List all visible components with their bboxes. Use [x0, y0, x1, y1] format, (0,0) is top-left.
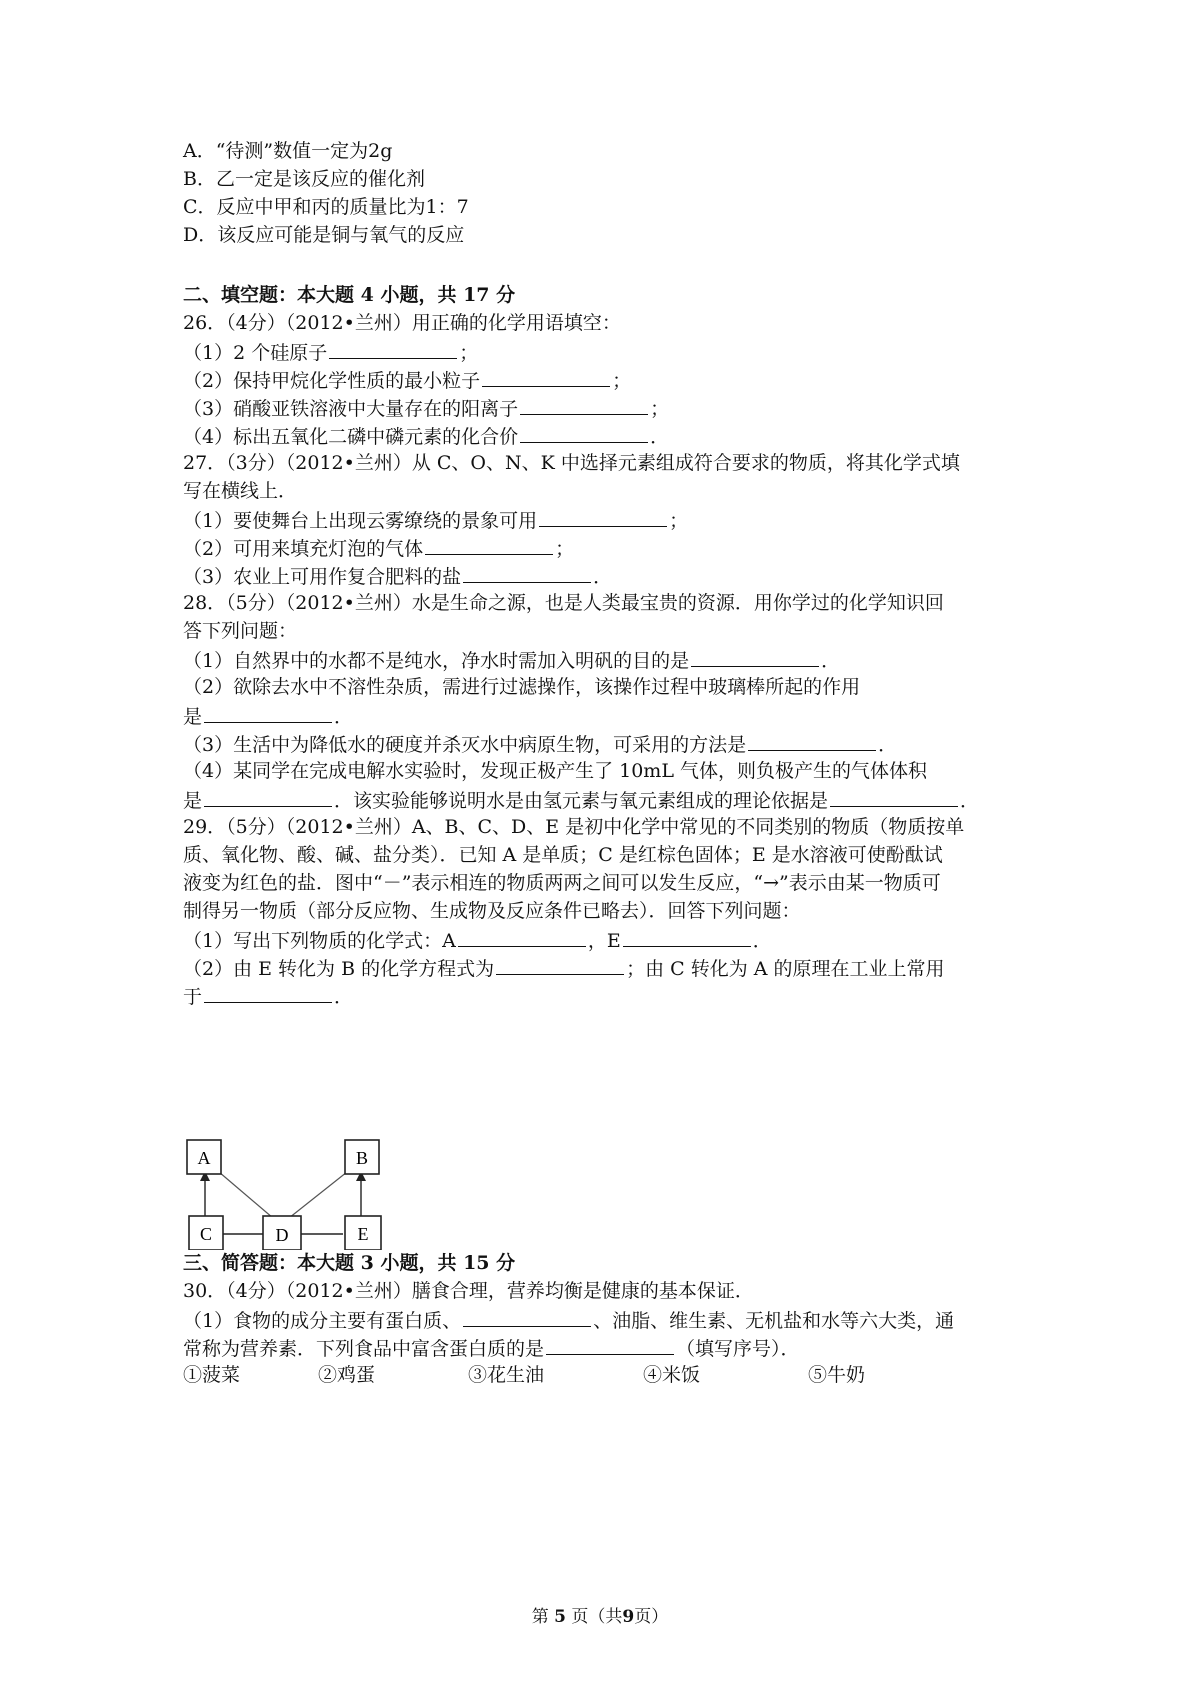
q26-part-3 [183, 394, 669, 420]
q26-1-end: ； [459, 342, 479, 364]
q30-option-3: ③花生油 [468, 1364, 545, 1386]
label-d: D [275, 1225, 289, 1245]
q30-options [183, 1362, 865, 1388]
q28-2-text: 是 [183, 706, 203, 728]
q29-2-mid: ；由 C 转化为 A 的原理在工业上常用 [626, 958, 945, 980]
q29-part-2a [183, 954, 945, 980]
q29-2-text: （2）由 E 转化为 B 的化学方程式为 [183, 958, 495, 980]
answer-blank [329, 338, 457, 359]
q30-1a-text: （1）食物的成分主要有蛋白质、 [183, 1310, 462, 1332]
q26-4-end: ． [650, 426, 670, 448]
q28-3-text: （3）生活中为降低水的硬度并杀灭水中病原生物，可采用的方法是 [183, 734, 747, 756]
q30-part-1b [183, 1334, 800, 1360]
reaction-diagram [183, 1138, 383, 1250]
footer-total-pages: 9 [622, 1607, 635, 1627]
footer-page-number: 5 [554, 1607, 566, 1627]
q27-part-3 [183, 562, 612, 588]
option-b: B．乙一定是该反应的催化剂 [183, 168, 425, 190]
footer-pre: 第 [531, 1607, 549, 1627]
answer-blank [623, 926, 751, 947]
q28-part-2b [183, 702, 353, 728]
q29-stem-3: 液变为红色的盐．图中“－”表示相连的物质两两之间可以发生反应，“→”表示由某一物质可 [183, 872, 941, 894]
answer-blank [496, 954, 624, 975]
q30-option-4: ④米饭 [643, 1364, 701, 1386]
q26-stem: 26．（4分）（2012•兰州）用正确的化学用语填空： [183, 312, 621, 334]
q28-part-3 [183, 730, 897, 756]
q27-1-text: （1）要使舞台上出现云雾缭绕的景象可用 [183, 510, 538, 532]
q27-1-end: ； [669, 510, 689, 532]
answer-blank [458, 926, 586, 947]
q28-part-4b [183, 786, 979, 812]
label-e: E [357, 1224, 369, 1244]
answer-blank [691, 646, 819, 667]
footer-mid: 页（共 [571, 1607, 623, 1627]
q28-stem-2: 答下列问题： [183, 620, 298, 642]
q30-1b-text: 、油脂、维生素、无机盐和水等六大类，通 [593, 1310, 955, 1332]
q28-part-4a: （4）某同学在完成电解水实验时，发现正极产生了 10mL 气体，则负极产生的气体体积 [183, 760, 927, 782]
q30-1c-text: 常称为营养素．下列食品中富含蛋白质的是 [183, 1338, 545, 1360]
answer-blank [425, 534, 553, 555]
q28-1-text: （1）自然界中的水都不是纯水，净水时需加入明矾的目的是 [183, 650, 690, 672]
answer-blank [539, 506, 667, 527]
q27-2-text: （2）可用来填充灯泡的气体 [183, 538, 424, 560]
option-c: C．反应中甲和丙的质量比为1：7 [183, 196, 469, 218]
q28-4-text: 是 [183, 790, 203, 812]
q27-part-1 [183, 506, 688, 532]
page-footer [0, 1602, 1200, 1627]
option-a: A．“待测”数值一定为2g [183, 140, 393, 162]
link-b-d [289, 1172, 347, 1218]
q29-part-1 [183, 926, 772, 952]
answer-blank [830, 786, 958, 807]
q30-option-1: ①菠菜 [183, 1364, 241, 1386]
q26-4-text: （4）标出五氧化二磷中磷元素的化合价 [183, 426, 519, 448]
q26-part-2 [183, 366, 631, 392]
q27-3-end: ． [593, 566, 613, 588]
q26-part-4 [183, 422, 669, 448]
q29-stem-4: 制得另一物质（部分反应物、生成物及反应条件已略去）．回答下列问题： [183, 900, 801, 922]
q29-1-text: （1）写出下列物质的化学式：A [183, 930, 456, 952]
q28-stem-1: 28．（5分）（2012•兰州）水是生命之源，也是人类最宝贵的资源．用你学过的化学知识回 [183, 592, 944, 614]
q28-part-1 [183, 646, 840, 672]
answer-blank [204, 982, 332, 1003]
answer-blank [482, 366, 610, 387]
q30-part-1a [183, 1306, 954, 1332]
q28-3-end: ． [878, 734, 898, 756]
q30-stem: 30．（4分）（2012•兰州）膳食合理，营养均衡是健康的基本保证． [183, 1280, 754, 1302]
q28-part-2a: （2）欲除去水中不溶性杂质，需进行过滤操作，该操作过程中玻璃棒所起的作用 [183, 676, 861, 698]
q30-1d-text: （填写序号）． [676, 1338, 800, 1360]
q26-3-text: （3）硝酸亚铁溶液中大量存在的阳离子 [183, 398, 519, 420]
answer-blank [463, 562, 591, 583]
option-d: D．该反应可能是铜与氧气的反应 [183, 224, 465, 246]
q27-2-end: ； [555, 538, 575, 560]
answer-blank [463, 1306, 591, 1327]
q29-1-end: ． [752, 930, 772, 952]
section-2-heading: 二、填空题：本大题 4 小题，共 17 分 [183, 284, 516, 306]
q28-1-end: ． [821, 650, 841, 672]
q27-3-text: （3）农业上可用作复合肥料的盐 [183, 566, 462, 588]
q29-part-2b [183, 982, 353, 1008]
answer-blank [204, 702, 332, 723]
q26-2-end: ； [612, 370, 632, 392]
q26-part-1 [183, 338, 478, 364]
q26-3-end: ； [650, 398, 670, 420]
q29-stem-2: 质、氧化物、酸、碱、盐分类）．已知 A 是单质；C 是红棕色固体；E 是水溶液可使酚酞试 [183, 844, 943, 866]
q29-stem-1: 29．（5分）（2012•兰州）A、B、C、D、E 是初中化学中常见的不同类别的物质（物质按单 [183, 816, 965, 838]
answer-blank [204, 786, 332, 807]
q27-stem-2: 写在横线上． [183, 480, 298, 502]
label-c: C [199, 1224, 213, 1244]
q28-4-mid: ．该实验能够说明水是由氢元素与氧元素组成的理论依据是 [334, 790, 829, 812]
label-b: B [355, 1148, 369, 1168]
q26-2-text: （2）保持甲烷化学性质的最小粒子 [183, 370, 481, 392]
link-a-d [219, 1172, 273, 1218]
footer-post: 页） [634, 1607, 669, 1627]
label-a: A [197, 1148, 211, 1168]
answer-blank [546, 1334, 674, 1355]
answer-blank [520, 394, 648, 415]
answer-blank [748, 730, 876, 751]
q30-option-5: ⑤牛奶 [808, 1364, 866, 1386]
q28-2-end: ． [334, 706, 354, 728]
q27-part-2 [183, 534, 574, 560]
answer-blank [520, 422, 648, 443]
q30-option-2: ②鸡蛋 [318, 1364, 376, 1386]
q26-1-text: （1）2 个硅原子 [183, 342, 328, 364]
q27-stem-1: 27．（3分）（2012•兰州）从 C、O、N、K 中选择元素组成符合要求的物质，将其化学式填 [183, 452, 960, 474]
section-3-heading: 三、简答题：本大题 3 小题，共 15 分 [183, 1252, 516, 1274]
q29-2c-text: 于 [183, 986, 203, 1008]
q29-1-mid: ，E [587, 930, 621, 952]
q29-2-end: ． [334, 986, 354, 1008]
q28-4-end: ． [960, 790, 980, 812]
